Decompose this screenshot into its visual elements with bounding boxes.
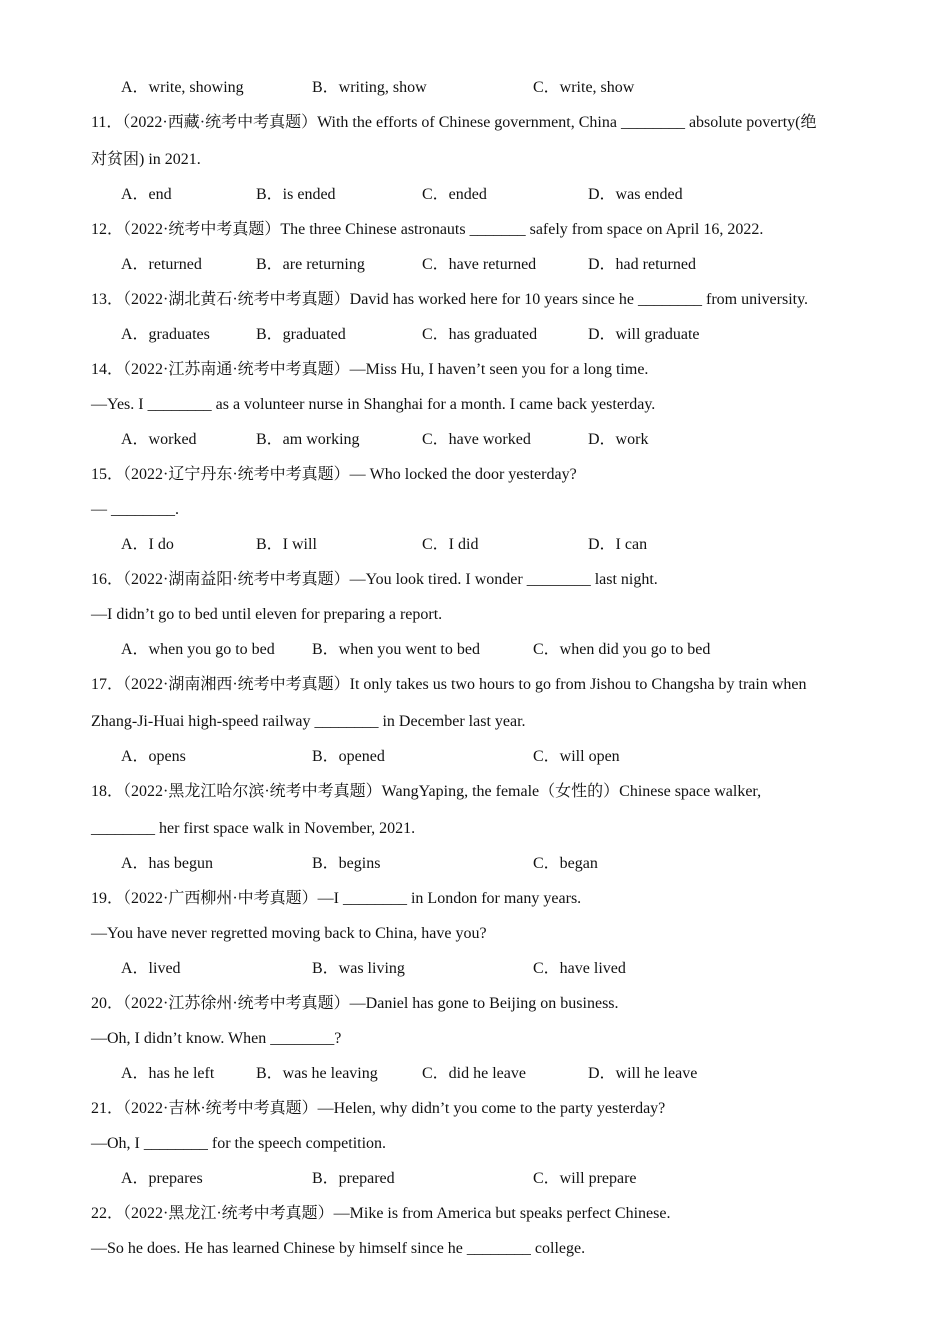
question-14-stem-cont: —Yes. I ________ as a volunteer nurse in Shanghai for a month. I came back yesterday. [91,396,656,413]
question-21-stem: 21．（2022·吉林·统考中考真题）—Helen, why didn’t you come to the party yesterday? [91,1100,666,1117]
question-18-stem-cont: ________ her first space walk in November, 2021. [91,820,416,837]
option-a: A．I do [121,536,174,553]
option-b: B．prepared [312,1170,395,1187]
option-a: A．prepares [121,1170,203,1187]
question-11-options [0,185,950,205]
question-16-stem: 16．（2022·湖南益阳·统考中考真题）—You look tired. I wonder ________ last night. [91,571,658,588]
option-a: A．write, showing [121,79,244,96]
option-c: C．have lived [533,960,626,977]
option-a: A．has he left [121,1065,215,1082]
question-19-stem: 19．（2022·广西柳州·中考真题）—I ________ in London for many years. [91,890,582,907]
option-b: B．writing, show [312,79,427,96]
question-11-stem: 11．（2022·西藏·统考中考真题）With the efforts of Chinese government, China ________ absolute poverty(绝 [91,114,817,131]
option-c: C．will open [533,748,620,765]
option-d: D．was ended [588,186,683,203]
option-b: B．I will [256,536,317,553]
option-d: D．had returned [588,256,696,273]
question-11-stem-cont: 对贫困) in 2021. [91,151,201,168]
option-b: B．was living [312,960,405,977]
option-c: C．when did you go to bed [533,641,711,658]
option-a: A．opens [121,748,186,765]
option-c: C．will prepare [533,1170,637,1187]
question-16-stem-cont: —I didn’t go to bed until eleven for preparing a report. [91,606,443,623]
question-10-options [0,78,950,98]
question-20-stem-cont: —Oh, I didn’t know. When ________? [91,1030,342,1047]
option-a: A．lived [121,960,181,977]
question-13-options [0,325,950,345]
question-17-stem: 17．（2022·湖南湘西·统考中考真题）It only takes us two hours to go from Jishou to Changsha by train when [91,676,807,693]
option-a: A．end [121,186,172,203]
option-b: B．am working [256,431,360,448]
question-19-options [0,959,950,979]
question-22-stem-cont: —So he does. He has learned Chinese by himself since he ________ college. [91,1240,586,1257]
option-b: B．is ended [256,186,336,203]
option-d: D．I can [588,536,648,553]
option-c: C．did he leave [422,1065,526,1082]
option-c: C．write, show [533,79,635,96]
question-15-stem-cont: — ________. [91,501,179,518]
question-12-options [0,255,950,275]
question-18-options [0,854,950,874]
option-b: B．are returning [256,256,365,273]
question-14-options [0,430,950,450]
option-d: D．will he leave [588,1065,698,1082]
question-16-options [0,640,950,660]
question-18-stem: 18．（2022·黑龙江哈尔滨·统考中考真题）WangYaping, the female（女性的）Chinese space walker, [91,783,762,800]
question-20-stem: 20．（2022·江苏徐州·统考中考真题）—Daniel has gone to Beijing on business. [91,995,619,1012]
option-c: C．have returned [422,256,537,273]
question-17-options [0,747,950,767]
question-14-stem: 14．（2022·江苏南通·统考中考真题）—Miss Hu, I haven’t seen you for a long time. [91,361,649,378]
option-b: B．graduated [256,326,346,343]
question-20-options [0,1064,950,1084]
option-a: A．has begun [121,855,213,872]
option-b: B．when you went to bed [312,641,480,658]
question-15-stem: 15．（2022·辽宁丹东·统考中考真题）— Who locked the door yesterday? [91,466,577,483]
option-d: D．will graduate [588,326,700,343]
option-c: C．I did [422,536,479,553]
question-19-stem-cont: —You have never regretted moving back to China, have you? [91,925,487,942]
question-13-stem: 13．（2022·湖北黄石·统考中考真题）David has worked here for 10 years since he ________ from university. [91,291,809,308]
question-22-stem: 22．（2022·黑龙江·统考中考真题）—Mike is from America but speaks perfect Chinese. [91,1205,671,1222]
option-a: A．returned [121,256,202,273]
question-15-options [0,535,950,555]
question-21-options [0,1169,950,1189]
option-b: B．begins [312,855,381,872]
option-b: B．was he leaving [256,1065,378,1082]
option-c: C．has graduated [422,326,538,343]
question-12-stem: 12．（2022·统考中考真题）The three Chinese astronauts _______ safely from space on April 16, 2022. [91,221,764,238]
question-21-stem-cont: —Oh, I ________ for the speech competition. [91,1135,387,1152]
question-17-stem-cont: Zhang-Ji-Huai high-speed railway ________ in December last year. [91,713,526,730]
option-c: C．began [533,855,598,872]
option-b: B．opened [312,748,385,765]
option-a: A．graduates [121,326,210,343]
option-d: D．work [588,431,649,448]
option-c: C．have worked [422,431,531,448]
option-a: A．when you go to bed [121,641,275,658]
option-c: C．ended [422,186,487,203]
option-a: A．worked [121,431,197,448]
